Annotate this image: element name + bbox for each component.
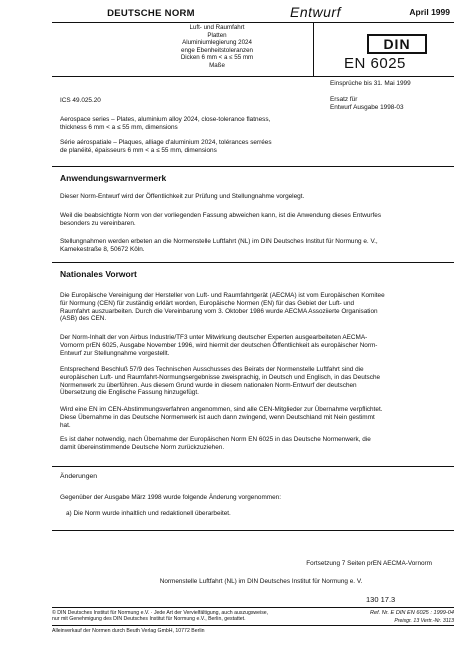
- foreword-paragraph: [60, 334, 426, 357]
- foreword-line: Normenwerk zu überführen. Aus diesem Grund wurde in diesem nationalen Norm-Entwurf der deutschen: [60, 381, 357, 389]
- document-header: [52, 4, 454, 20]
- title-rule: [52, 76, 454, 77]
- changes-heading: Änderungen: [60, 473, 98, 480]
- sales-note: Alleinverkauf der Normen durch Beuth Verlag GmbH, 10772 Berlin: [52, 628, 205, 634]
- title-french: [60, 139, 430, 155]
- din-logo-text: DIN: [383, 36, 411, 52]
- warning-line: besonders zu vereinbaren.: [60, 219, 136, 227]
- header-divider: [313, 22, 314, 76]
- foreword-line: damit übereinstimmende Deutsche Norm zurückzuziehen.: [60, 443, 225, 451]
- header-rule: [52, 22, 454, 23]
- title-french-line: de planéité, épaisseurs 6 mm < a ≤ 55 mm, dimensions: [60, 146, 217, 154]
- footer-rule: [52, 625, 454, 626]
- foreword-paragraph: [60, 406, 426, 429]
- foreword-line: Die Europäische Vereinigung der Hersteller von Luft- und Raumfahrtgerät (AECMA) ist vom Europäischen Komitee: [60, 292, 385, 299]
- committee-line: Normenstelle Luftfahrt (NL) im DIN Deutsches Institut für Normung e. V.: [159, 578, 363, 585]
- copyright-line: nur mit Genehmigung des DIN Deutsches Institut für Normung e.V., Berlin, gestattet.: [52, 616, 246, 623]
- copyright-line: © DIN Deutsches Institut für Normung e.V. · Jede Art der Vervielfältigung, auch auszugsweise,: [52, 610, 269, 616]
- title-line: Luft- und Raumfahrt: [189, 24, 245, 31]
- foreword-line: Vornorm prEN 6025, Ausgabe November 1996, wird hiermit der deutschen Öffentlichkeit als europäischer Norm-: [60, 341, 378, 349]
- title-french-line: Série aérospatiale – Plaques, alliage d'aluminium 2024, tolérances serrées: [60, 139, 272, 146]
- foreword-heading: Nationales Vorwort: [60, 269, 137, 279]
- warning-paragraph: Dieser Norm-Entwurf wird der Öffentlichkeit zur Prüfung und Stellungnahme vorgelegt.: [60, 193, 305, 200]
- title-english-line: Aerospace series – Plates, aluminium alloy 2024, close-tolerance flatness,: [60, 116, 271, 123]
- changes-item: a) Die Norm wurde inhaltlich und redaktionell überarbeitet.: [66, 510, 231, 517]
- section-rule: [52, 530, 454, 531]
- document-number: EN 6025: [344, 55, 406, 72]
- reference-number: Ref. Nr. E DIN EN 6025 : 1999-04: [369, 610, 454, 616]
- foreword-line: Raumfahrt auszuarbeiten. Durch die Vereinbarung vom 3. Oktober 1986 wurde AECMA Assoziierte Organisation: [60, 307, 378, 315]
- title-line: Maße: [209, 61, 225, 69]
- title-line: Dicken 6 mm < a ≤ 55 mm: [180, 54, 254, 62]
- section-rule: [52, 166, 454, 167]
- document-code: 130 17.3: [366, 595, 396, 604]
- foreword-line: Es ist daher notwendig, nach Übernahme der Europäischen Norm EN 6025 in das Deutsche Normenwerk, die: [60, 436, 371, 443]
- replacement-edition: Entwurf Ausgabe 1998-03: [330, 104, 404, 111]
- price-group: Preisgr. 13 Vertr.-Nr. 3113: [394, 618, 454, 624]
- warning-paragraph: [60, 212, 426, 228]
- warning-line: Weil die beabsichtigte Norm von der vorliegenden Fassung abweichen kann, ist die Anwendung dieses Entwurfes: [60, 212, 382, 219]
- foreword-line: Diese Übernahme in das Deutsche Normenwerk ist auch dann zwingend, wenn Deutschland mit Nein gestimmt: [60, 413, 375, 421]
- foreword-line: Wird eine EN im CEN-Abstimmungsverfahren angenommen, sind alle CEN-Mitglieder zur Übernahme verpflichtet.: [60, 406, 383, 413]
- foreword-paragraph: [60, 292, 426, 323]
- draft-label: Entwurf: [290, 4, 341, 20]
- foreword-paragraph: [60, 366, 426, 397]
- title-line: Platten: [207, 31, 227, 39]
- objection-deadline: Einsprüche bis 31. Mai 1999: [330, 80, 411, 87]
- issue-date: April 1999: [409, 7, 450, 17]
- foreword-line: europäischen Luft- und Raumfahrt-Normungsergebnisse zweisprachig, in Deutsch und Englisch, in das Deutsche: [60, 373, 381, 381]
- title-english: [60, 116, 430, 132]
- norm-label: DEUTSCHE NORM: [107, 8, 195, 19]
- foreword-line: (ASB) des CEN.: [60, 315, 107, 323]
- title-line: Aluminiumlegierung 2024: [182, 39, 252, 47]
- foreword-line: hat.: [60, 421, 71, 429]
- foreword-line: Übersetzung die Englische Fassung hinzugefügt.: [60, 389, 199, 397]
- title-line: enge Ebenheitstoleranzen: [181, 46, 253, 54]
- foreword-line: Entsprechend Beschluß 57/9 des Technischen Ausschusses des Beirats der Normenstelle Luftfahrt sind die: [60, 366, 364, 373]
- continuation-note: Fortsetzung 7 Seiten prEN AECMA-Vornorm: [306, 560, 432, 567]
- foreword-line: für Normung (CEN) für zuständig erklärt worden, Europäische Normen (EN) für das Gebiet der Luft- und: [60, 299, 355, 307]
- title-block: [124, 24, 310, 70]
- replacement-label: Ersatz für: [330, 96, 358, 103]
- foreword-paragraph: [60, 436, 426, 452]
- changes-intro: Gegenüber der Ausgabe März 1998 wurde folgende Änderung vorgenommen:: [60, 494, 281, 501]
- foreword-line: Der Norm-Inhalt der von Airbus Industrie/TF3 unter Mitwirkung deutscher Experten ausgearbeiteten AECMA-: [60, 334, 368, 341]
- warning-heading: Anwendungswarnvermerk: [60, 173, 167, 183]
- din-logo-underline: [369, 52, 423, 54]
- section-rule: [52, 466, 454, 467]
- title-english-line: thickness 6 mm < a ≤ 55 mm, dimensions: [60, 123, 178, 131]
- section-rule: [52, 262, 454, 263]
- warning-line: Stellungnahmen werden erbeten an die Normenstelle Luftfahrt (NL) im DIN Deutsches Institut für Normung e. V.,: [60, 238, 378, 245]
- foreword-line: Entwurf zur Stellungnahme vorgestellt.: [60, 349, 170, 357]
- din-logo: [367, 34, 427, 54]
- warning-paragraph: [60, 238, 426, 254]
- warning-line: Kamekestraße 8, 50672 Köln.: [60, 245, 145, 253]
- footer-rule: [52, 607, 454, 608]
- copyright-note: [52, 610, 312, 623]
- ics-code: ICS 49.025.20: [60, 97, 101, 104]
